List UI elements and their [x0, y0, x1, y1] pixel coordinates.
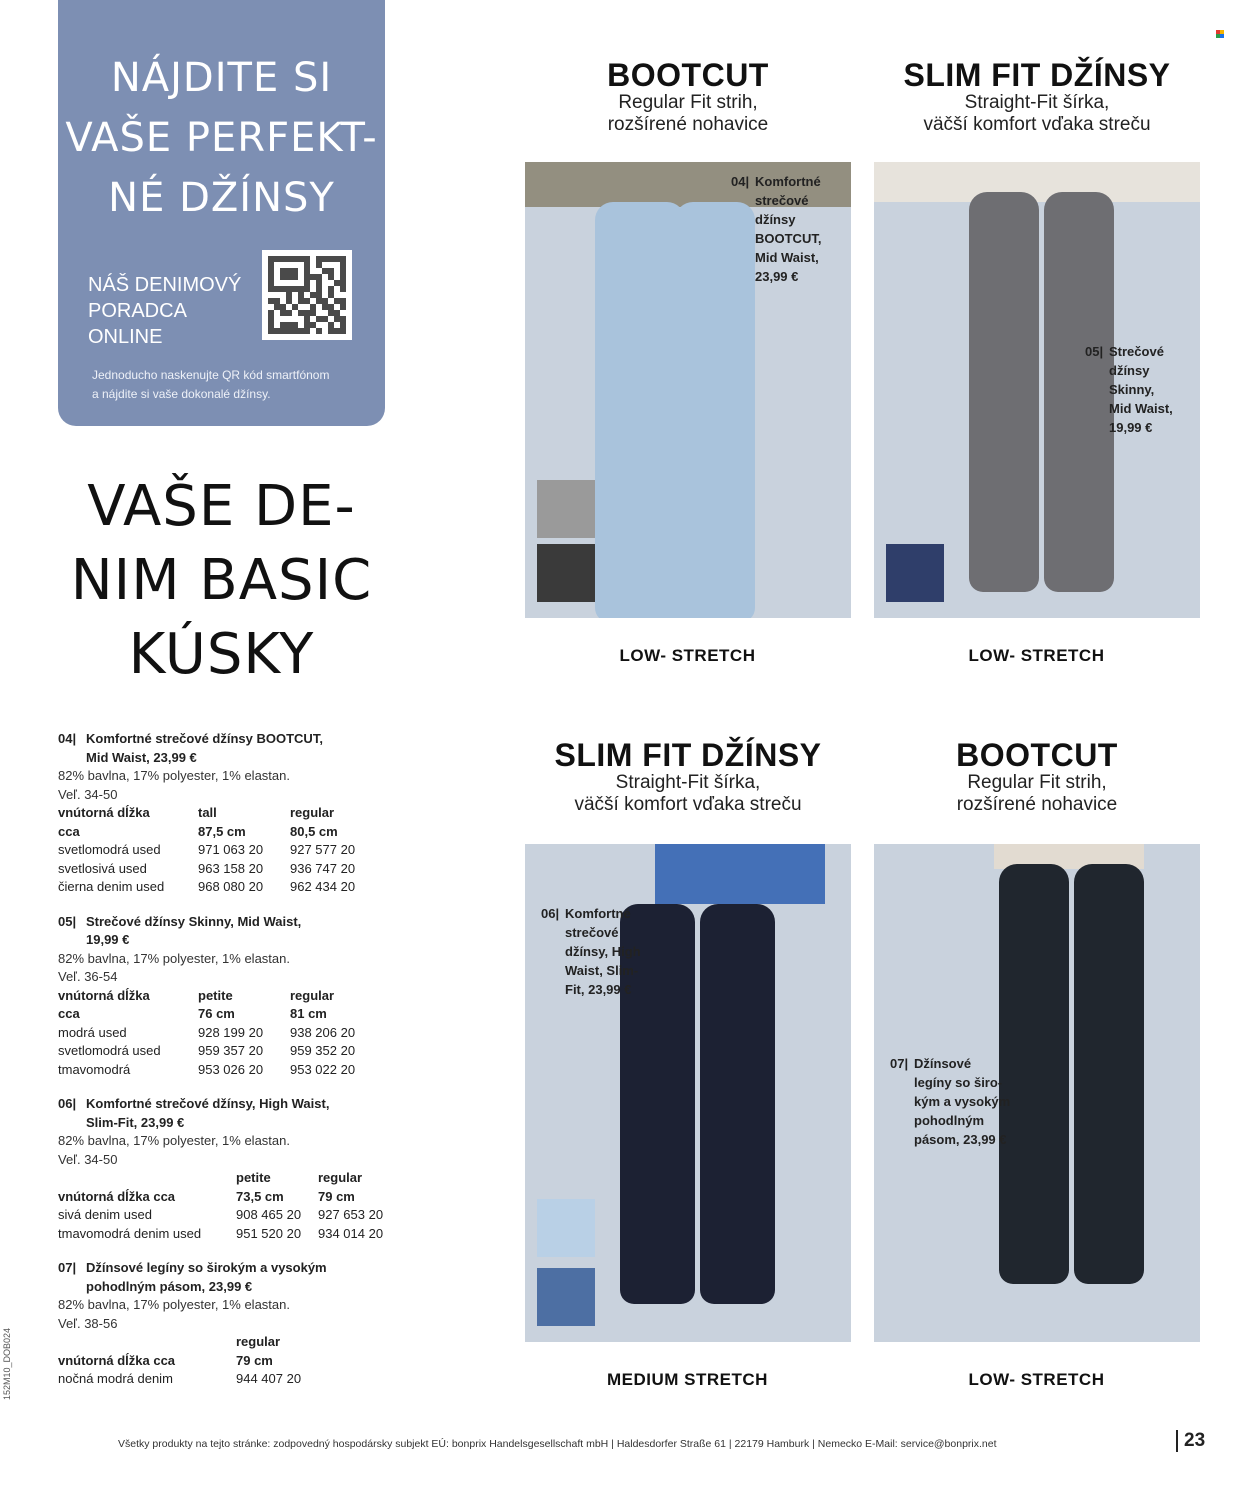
panel-heading-slimfit-bottom: SLIM FIT DŽÍNSY Straight-Fit šírka, väčší komfort vďaka streču [554, 737, 822, 815]
product-caption: 07| Džínsové legíny so širo- kým a vysokým pohodlným pásom, 23,99 € [890, 1056, 1011, 1147]
stretch-label-04: LOW- STRETCH [619, 646, 756, 665]
spec-header: tall [198, 805, 217, 820]
brand-mark-icon [1216, 30, 1224, 38]
color-swatch[interactable] [537, 544, 595, 602]
product-photo-05[interactable] [874, 162, 1200, 618]
spec-cell: nočná modrá denim [58, 1371, 173, 1386]
spec-cell: 944 407 20 [236, 1371, 302, 1386]
article-number-table [58, 1169, 408, 1243]
spec-header: regular [290, 805, 335, 820]
denim-basics-heading: VAŠE DE- NIM BASIC KÚSKY [70, 474, 373, 687]
spec-cell: tmavomodrá denim used [58, 1225, 202, 1241]
promo-note: Jednoducho naskenujte QR kód smartfónom a nájdite si vaše dokonalé džínsy. [92, 368, 330, 401]
spec-cell: 959 352 20 [290, 1043, 356, 1058]
spec-cell: 971 063 20 [198, 842, 264, 857]
legal-footer: Všetky produkty na tejto stránke: zodpovedný hospodársky subjekt EÚ: bonprix Handelsgesellschaft mbH | Haldesdorfer Straße 61 | 22179 Hamburk | Nemecko E-Mail: service@bonprix.net [118, 1438, 997, 1450]
product-list [58, 730, 408, 1405]
qr-module [340, 328, 346, 334]
spec-header: vnútorná dĺžka cca [58, 1352, 176, 1368]
caption-number: 07| [890, 1056, 909, 1071]
jeans-leg [969, 192, 1039, 592]
spec-cell: 908 465 20 [236, 1207, 302, 1222]
spec-cell [318, 1370, 410, 1389]
article-number-table [58, 804, 408, 897]
product-number: 05| [58, 913, 77, 929]
product-name: Komfortné strečové džínsy BOOTCUT, Mid Waist, 23,99 € [86, 731, 323, 765]
spec-header [58, 1169, 236, 1188]
jeans-leg [595, 202, 685, 618]
caption-number: 04| [731, 174, 750, 189]
caption-number: 06| [541, 906, 560, 921]
spec-cell: 928 199 20 [198, 1024, 264, 1040]
article-number-table [58, 987, 408, 1080]
spec-header: 79 cm [318, 1188, 355, 1204]
spec-header: petite [236, 1170, 271, 1185]
spec-header [318, 1333, 410, 1352]
spec-cell: svetlosivá used [58, 860, 147, 876]
spec-header: cca [58, 1006, 80, 1021]
spec-cell: 968 080 20 [198, 879, 264, 894]
product-caption: 04| Komfortné strečové džínsy BOOTCUT, Mid Waist, 23,99 € [731, 174, 822, 284]
spec-header: vnútorná dĺžka [58, 987, 150, 1003]
jeans-leg [675, 202, 755, 618]
spec-header: 79 cm [236, 1352, 273, 1368]
page-number: 23 [1176, 1430, 1205, 1452]
product-size: Veľ. 38-56 [58, 1315, 118, 1331]
product-photo-06[interactable] [525, 844, 851, 1342]
model-top [655, 844, 825, 904]
spec-header: 73,5 cm [236, 1188, 284, 1204]
spec-cell: 936 747 20 [290, 860, 356, 876]
product-heading [58, 1095, 408, 1132]
stretch-label-06: MEDIUM STRETCH [607, 1370, 768, 1389]
product-size: Veľ. 34-50 [58, 786, 118, 802]
spec-cell: tmavomodrá [58, 1061, 131, 1077]
spec-cell: 934 014 20 [318, 1225, 384, 1241]
spec-header: regular [290, 987, 335, 1003]
catalog-code: 152M10_DOB024 [2, 1327, 12, 1400]
spec-cell: svetlomodrá used [58, 842, 161, 857]
color-swatch[interactable] [537, 1199, 595, 1257]
product-heading [58, 913, 408, 950]
color-swatch[interactable] [886, 544, 944, 602]
spec-header: vnútorná dĺžka cca [58, 1188, 176, 1204]
denim-advisor-promo [58, 0, 385, 426]
spec-header: 80,5 cm [290, 823, 338, 839]
model-top [874, 162, 1200, 202]
spec-cell: 953 022 20 [290, 1061, 356, 1077]
product-name: Komfortné strečové džínsy, High Waist, Slim-Fit, 23,99 € [86, 1096, 330, 1130]
spec-header: 76 cm [198, 1006, 235, 1021]
spec-cell: 963 158 20 [198, 860, 264, 876]
product-number: 06| [58, 1096, 77, 1111]
spec-cell: 938 206 20 [290, 1024, 356, 1040]
product-name: Džínsové legíny so širokým a vysokým pohodlným pásom, 23,99 € [86, 1260, 327, 1294]
product-material: 82% bavlna, 17% polyester, 1% elastan. [58, 1133, 290, 1148]
spec-cell: modrá used [58, 1024, 127, 1040]
spec-header: regular [236, 1334, 281, 1349]
promo-title: NÁJDITE SI VAŠE PERFEKT- NÉ DŽÍNSY [65, 55, 378, 221]
product-heading [58, 1259, 408, 1296]
product-caption: 06| Komfortné strečové džínsy, High Waist, Slim- Fit, 23,99 € [541, 906, 641, 997]
jeans-leg [700, 904, 775, 1304]
jeans-leg [1074, 864, 1144, 1284]
qr-code[interactable] [262, 250, 352, 340]
product-size: Veľ. 34-50 [58, 1151, 118, 1167]
panel-heading-bootcut-top: BOOTCUT Regular Fit strih, rozšírené nohavice [607, 57, 769, 135]
product-photo-07[interactable] [874, 844, 1200, 1342]
product-material: 82% bavlna, 17% polyester, 1% elastan. [58, 768, 290, 783]
article-number-table [58, 1333, 408, 1389]
spec-cell: sivá denim used [58, 1207, 152, 1222]
spec-header: 87,5 cm [198, 823, 246, 839]
spec-cell: svetlomodrá used [58, 1043, 161, 1058]
product-material: 82% bavlna, 17% polyester, 1% elastan. [58, 1297, 290, 1312]
product-photo-04[interactable] [525, 162, 851, 618]
product-entry [58, 913, 408, 1080]
product-size: Veľ. 36-54 [58, 969, 118, 984]
spec-cell: 959 357 20 [198, 1043, 264, 1058]
spec-header: petite [198, 987, 233, 1003]
product-name: Strečové džínsy Skinny, Mid Waist, 19,99 € [86, 913, 302, 947]
panel-heading-slimfit-top: SLIM FIT DŽÍNSY Straight-Fit šírka, väčší komfort vďaka streču [903, 57, 1171, 135]
advisor-label: NÁŠ DENIMOVÝ PORADCA ONLINE [88, 274, 242, 348]
spec-cell: 927 577 20 [290, 842, 356, 857]
product-entry [58, 730, 408, 897]
spec-cell: 927 653 20 [318, 1207, 384, 1222]
panel-heading-bootcut-bottom: BOOTCUT Regular Fit strih, rozšírené nohavice [956, 737, 1118, 815]
product-entry [58, 1259, 408, 1389]
product-material: 82% bavlna, 17% polyester, 1% elastan. [58, 950, 290, 966]
spec-header: vnútorná dĺžka [58, 805, 150, 820]
jeans-leg [1044, 192, 1114, 592]
stretch-label-05: LOW- STRETCH [968, 646, 1105, 665]
spec-header [58, 1333, 236, 1352]
spec-cell: čierna denim used [58, 879, 165, 894]
spec-cell: 951 520 20 [236, 1225, 302, 1241]
spec-header [318, 1352, 410, 1371]
color-swatch[interactable] [537, 1268, 595, 1326]
spec-header: 81 cm [290, 1006, 327, 1021]
spec-cell: 953 026 20 [198, 1061, 264, 1077]
caption-number: 05| [1085, 344, 1104, 359]
stretch-label-07: LOW- STRETCH [968, 1370, 1105, 1389]
product-entry [58, 1095, 408, 1243]
spec-header: cca [58, 823, 80, 839]
product-number: 04| [58, 731, 77, 746]
color-swatch[interactable] [537, 480, 595, 538]
product-heading [58, 730, 408, 767]
spec-header: regular [318, 1170, 363, 1185]
product-number: 07| [58, 1260, 77, 1275]
spec-cell: 962 434 20 [290, 879, 356, 894]
product-caption: 05| Strečové džínsy Skinny, Mid Waist, 19,99 € [1085, 344, 1173, 435]
